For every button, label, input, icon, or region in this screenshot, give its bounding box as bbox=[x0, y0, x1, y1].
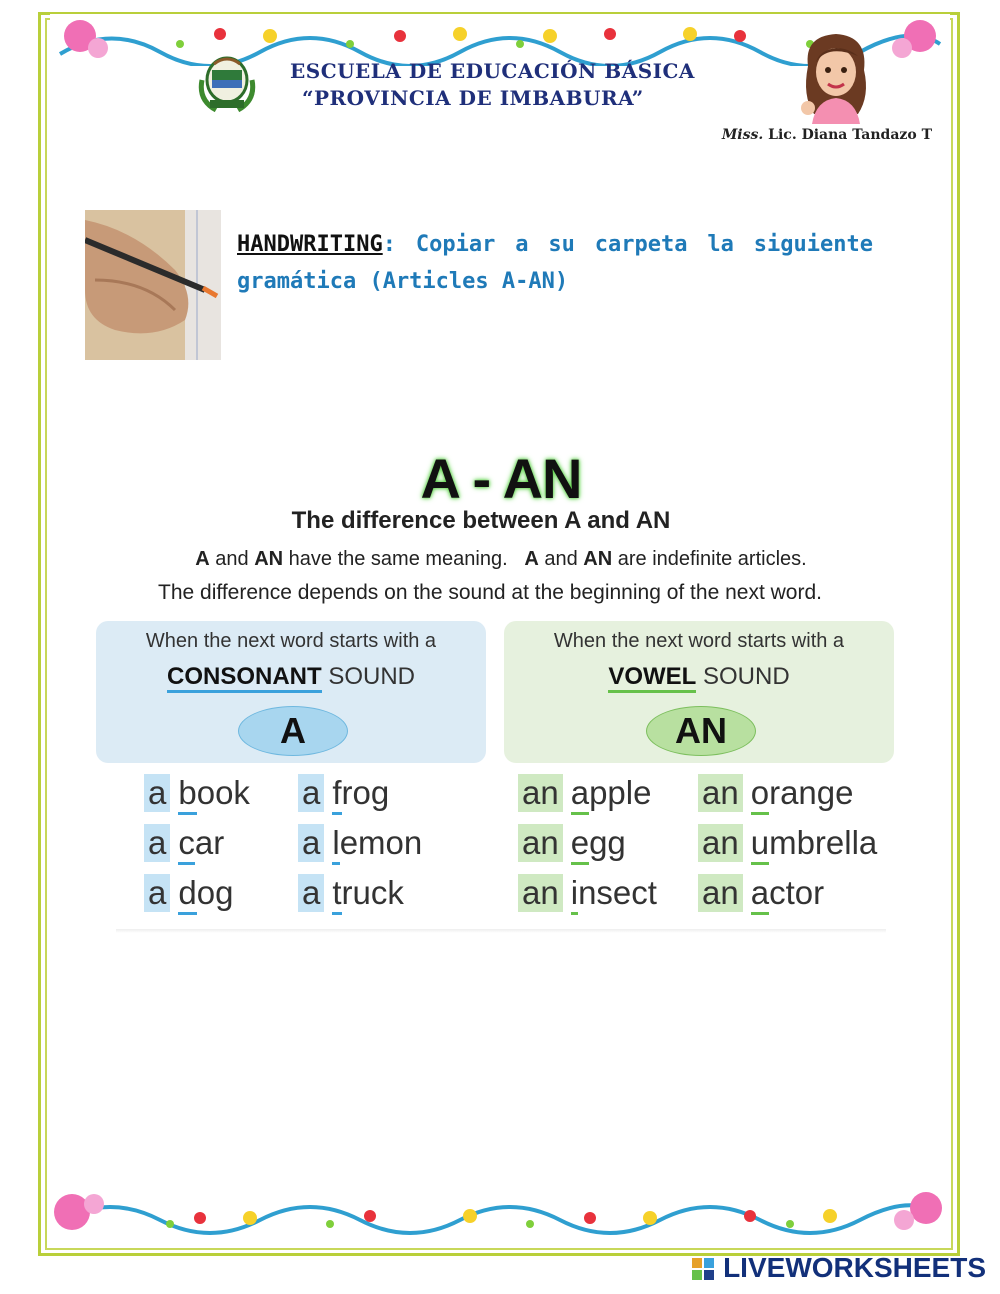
example-article: a bbox=[298, 774, 324, 812]
line1-part: have the same meaning. bbox=[283, 548, 525, 570]
example-first-letter: u bbox=[751, 824, 769, 865]
sound-suffix: SOUND bbox=[321, 663, 415, 690]
line1-part: are indefinite articles. bbox=[612, 548, 807, 570]
school-title bbox=[290, 58, 695, 112]
line1-part: AN bbox=[583, 548, 613, 570]
teacher-name-text: Lic. Diana Tandazo T bbox=[768, 127, 932, 143]
figure-subtitle: The difference between A and AN bbox=[291, 507, 671, 534]
figure-line2: The difference depends on the sound at the beginning of the next word. bbox=[158, 581, 822, 604]
example-item bbox=[144, 774, 250, 815]
vowel-panel bbox=[504, 621, 894, 763]
instruction-body: : Copiar a su carpeta la siguiente gramática (Articles A-AN) bbox=[237, 232, 873, 294]
example-first-letter: e bbox=[571, 824, 589, 865]
sound-suffix: SOUND bbox=[696, 663, 790, 690]
article-an-oval: AN bbox=[646, 706, 756, 756]
figure-title: A - AN bbox=[420, 447, 582, 510]
figure-divider bbox=[116, 929, 886, 933]
example-item bbox=[144, 824, 224, 865]
examples-grid bbox=[96, 770, 906, 930]
example-article: a bbox=[144, 774, 170, 812]
example-rest: gg bbox=[589, 824, 626, 861]
example-article: an bbox=[518, 824, 563, 862]
example-rest: og bbox=[196, 874, 234, 911]
vowel-when: When the next word starts with a bbox=[553, 630, 845, 652]
example-item bbox=[518, 824, 626, 865]
example-article: an bbox=[518, 874, 563, 912]
example-rest: mbrella bbox=[769, 824, 878, 861]
vowel-sound bbox=[504, 663, 894, 691]
teacher-avatar bbox=[788, 26, 884, 124]
example-first-letter: a bbox=[571, 774, 589, 815]
school-title-line2: “PROVINCIA DE IMBABURA” bbox=[302, 86, 644, 110]
example-item bbox=[298, 824, 422, 865]
line1-part: A bbox=[524, 548, 539, 570]
instruction-label: HANDWRITING bbox=[237, 232, 383, 257]
example-item bbox=[698, 874, 824, 915]
example-rest: emon bbox=[339, 824, 423, 861]
example-first-letter: o bbox=[751, 774, 769, 815]
example-item bbox=[698, 774, 853, 815]
floral-border-bottom bbox=[50, 1184, 950, 1236]
grammar-figure bbox=[96, 440, 906, 935]
example-article: a bbox=[144, 824, 170, 862]
example-article: an bbox=[698, 774, 743, 812]
example-rest: rog bbox=[341, 774, 390, 811]
figure-line1 bbox=[96, 548, 906, 571]
example-article: a bbox=[298, 874, 324, 912]
example-first-letter: b bbox=[178, 774, 196, 815]
consonant-panel bbox=[96, 621, 486, 763]
article-a-oval: A bbox=[238, 706, 348, 756]
teacher-name bbox=[722, 127, 932, 143]
line1-part: A bbox=[195, 548, 210, 570]
example-rest: ar bbox=[194, 824, 225, 861]
example-rest: ook bbox=[196, 774, 250, 811]
example-first-letter: l bbox=[332, 824, 339, 865]
example-first-letter: a bbox=[751, 874, 769, 915]
consonant-sound bbox=[96, 663, 486, 691]
example-first-letter: t bbox=[332, 874, 341, 915]
handwriting-photo bbox=[85, 210, 221, 360]
instruction-text bbox=[237, 226, 873, 300]
line1-part: AN bbox=[254, 548, 284, 570]
example-item bbox=[698, 824, 877, 865]
example-article: a bbox=[298, 824, 324, 862]
example-article: an bbox=[518, 774, 563, 812]
example-item bbox=[518, 774, 651, 815]
example-rest: nsect bbox=[578, 874, 657, 911]
example-item bbox=[518, 874, 657, 915]
example-article: a bbox=[144, 874, 170, 912]
example-item bbox=[298, 874, 404, 915]
example-rest: pple bbox=[589, 774, 652, 811]
example-rest: range bbox=[769, 774, 854, 811]
line1-part: and bbox=[538, 548, 584, 570]
example-article: an bbox=[698, 824, 743, 862]
example-item bbox=[298, 774, 389, 815]
example-rest: ruck bbox=[341, 874, 404, 911]
consonant-label: CONSONANT bbox=[167, 663, 322, 693]
school-crest-icon bbox=[196, 50, 258, 116]
teacher-prefix: Miss. bbox=[721, 127, 764, 143]
example-first-letter: f bbox=[332, 774, 341, 815]
vowel-label: VOWEL bbox=[608, 663, 696, 693]
example-item bbox=[144, 874, 233, 915]
example-article: an bbox=[698, 874, 743, 912]
line1-part: and bbox=[209, 548, 255, 570]
liveworksheets-logo-icon bbox=[692, 1258, 714, 1280]
liveworksheets-watermark[interactable]: LIVEWORKSHEETS bbox=[723, 1252, 986, 1283]
school-title-line1: ESCUELA DE EDUCACIÓN BÁSICA bbox=[290, 59, 695, 83]
consonant-when: When the next word starts with a bbox=[145, 630, 437, 652]
example-rest: ctor bbox=[769, 874, 825, 911]
example-first-letter: d bbox=[178, 874, 196, 915]
example-first-letter: c bbox=[178, 824, 195, 865]
example-first-letter: i bbox=[571, 874, 578, 915]
